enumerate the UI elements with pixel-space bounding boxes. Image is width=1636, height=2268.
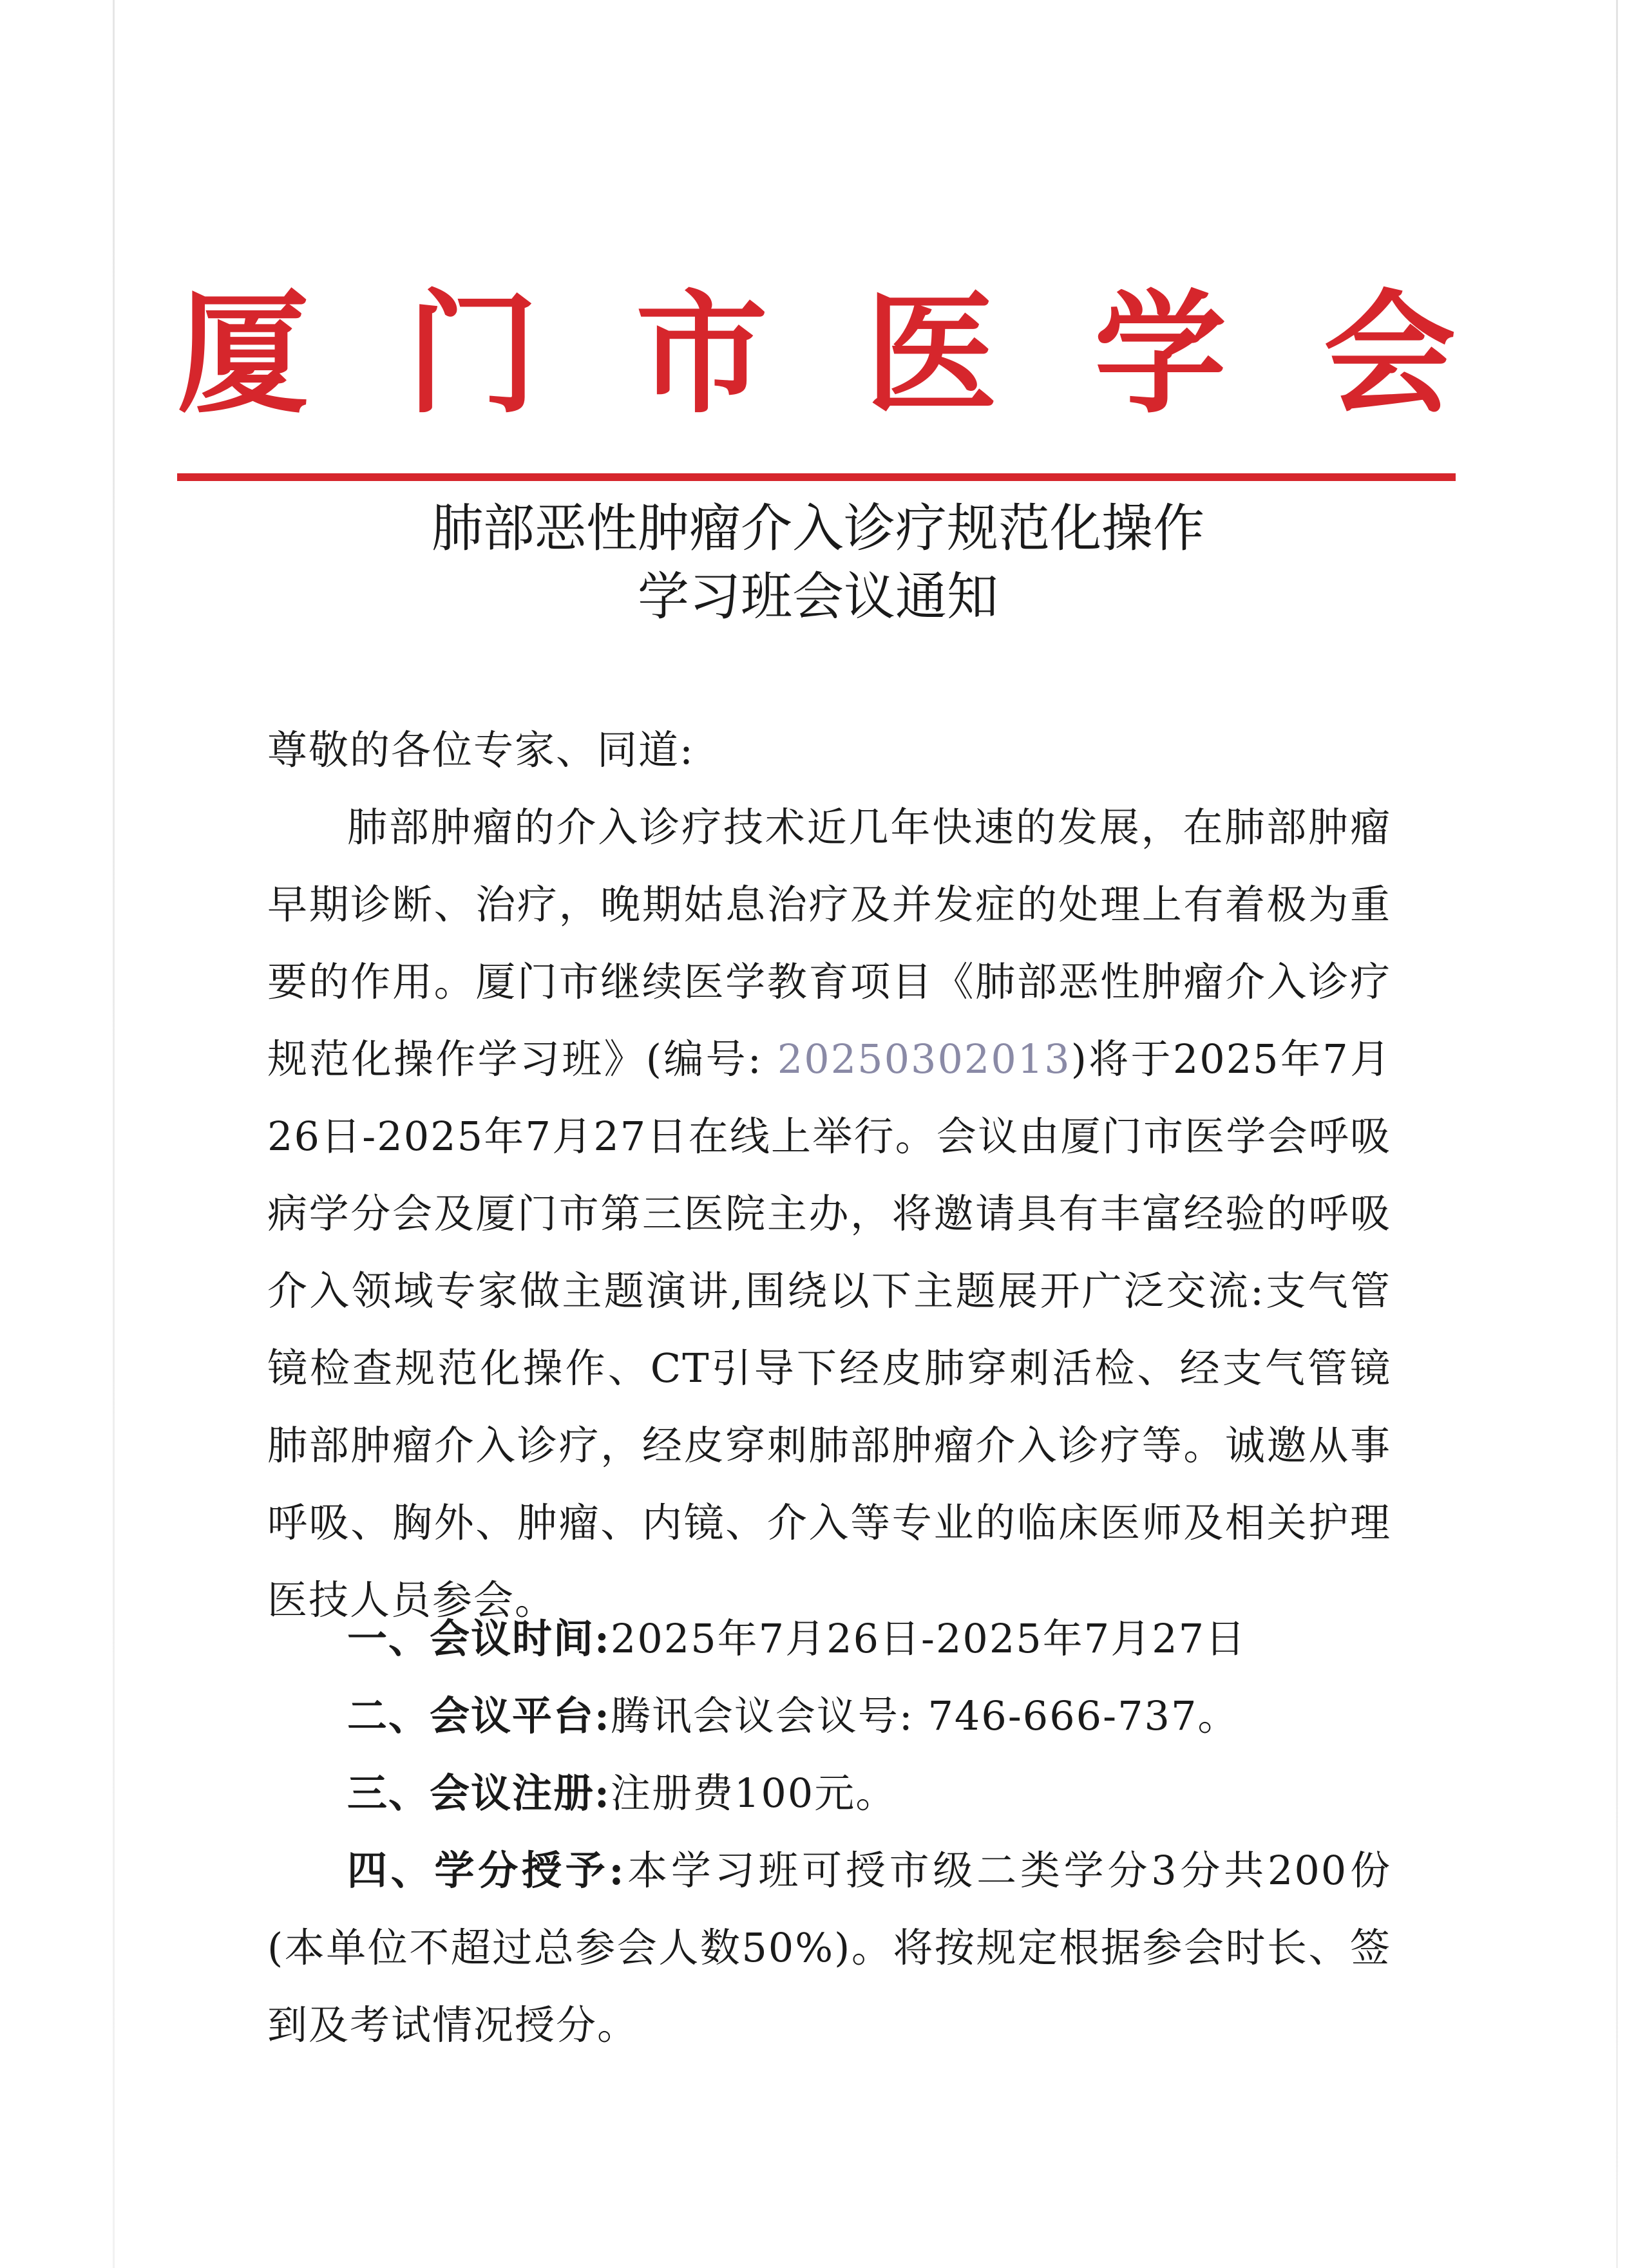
item-value: 本学习班可授市级二类学分3分共200份(本单位不超过总参会人数50%)。将按规定根据参会时长、签到及考试情况授分。 (267, 1847, 1391, 2048)
item-label: 一、会议时间: (347, 1615, 611, 1662)
meeting-time-item (267, 1600, 1391, 1677)
letterhead-char: 市 (636, 276, 768, 431)
scan-edge-left (113, 0, 115, 2268)
letterhead-char: 厦 (177, 276, 309, 431)
meeting-registration-item (267, 1755, 1391, 1832)
item-label: 三、会议注册: (347, 1770, 611, 1817)
meeting-platform-item (267, 1677, 1391, 1755)
letterhead-char: 会 (1324, 276, 1456, 431)
document-title (0, 495, 1636, 631)
body-text-part-2: )将于2025年7月26日-2025年7月27日在线上举行。会议由厦门市医学会呼吸病学分会及厦门市第三医院主办，将邀请具有丰富经验的呼吸介入领域专家做主题演讲,围绕以下主题展开广泛交流:支气管镜检查规范化操作、CT引导下经皮肺穿刺活检、经支气管镜肺部肿瘤介入诊疗，经皮穿刺肺部肿瘤介入诊疗等。诚邀从事呼吸、胸外、肿瘤、内镜、介入等专业的临床医师及相关护理医技人员参会。 (267, 1035, 1391, 1623)
title-line-2: 学习班会议通知 (638, 567, 998, 627)
item-label: 二、会议平台: (347, 1692, 611, 1739)
salutation: 尊敬的各位专家、同道: (267, 726, 694, 773)
credit-award-item (267, 1832, 1391, 2064)
item-value: 注册费100元。 (610, 1770, 897, 1817)
scan-edge-right (1616, 0, 1618, 2268)
body-text-part-1: 肺部肿瘤的介入诊疗技术近几年快速的发展，在肺部肿瘤早期诊断、治疗，晚期姑息治疗及并发症的处理上有着极为重要的作用。厦门市继续医学教育项目《肺部恶性肿瘤介入诊疗规范化操作学习班》(编号: (267, 804, 1391, 1082)
letterhead-char: 门 (406, 276, 538, 431)
project-serial-number: 20250302013 (777, 1035, 1071, 1082)
letterhead (177, 270, 1456, 438)
item-label: 四、学分授予: (347, 1847, 625, 1894)
item-value: 2025年7月26日-2025年7月27日 (610, 1615, 1247, 1662)
title-line-1: 肺部恶性肿瘤介入诊疗规范化操作 (432, 498, 1204, 558)
body-paragraph (267, 789, 1391, 1639)
item-value: 腾讯会议会议号: 746-666-737。 (610, 1692, 1239, 1739)
letterhead-char: 医 (865, 276, 997, 431)
letterhead-red-rule (177, 473, 1456, 481)
letterhead-char: 学 (1094, 276, 1226, 431)
